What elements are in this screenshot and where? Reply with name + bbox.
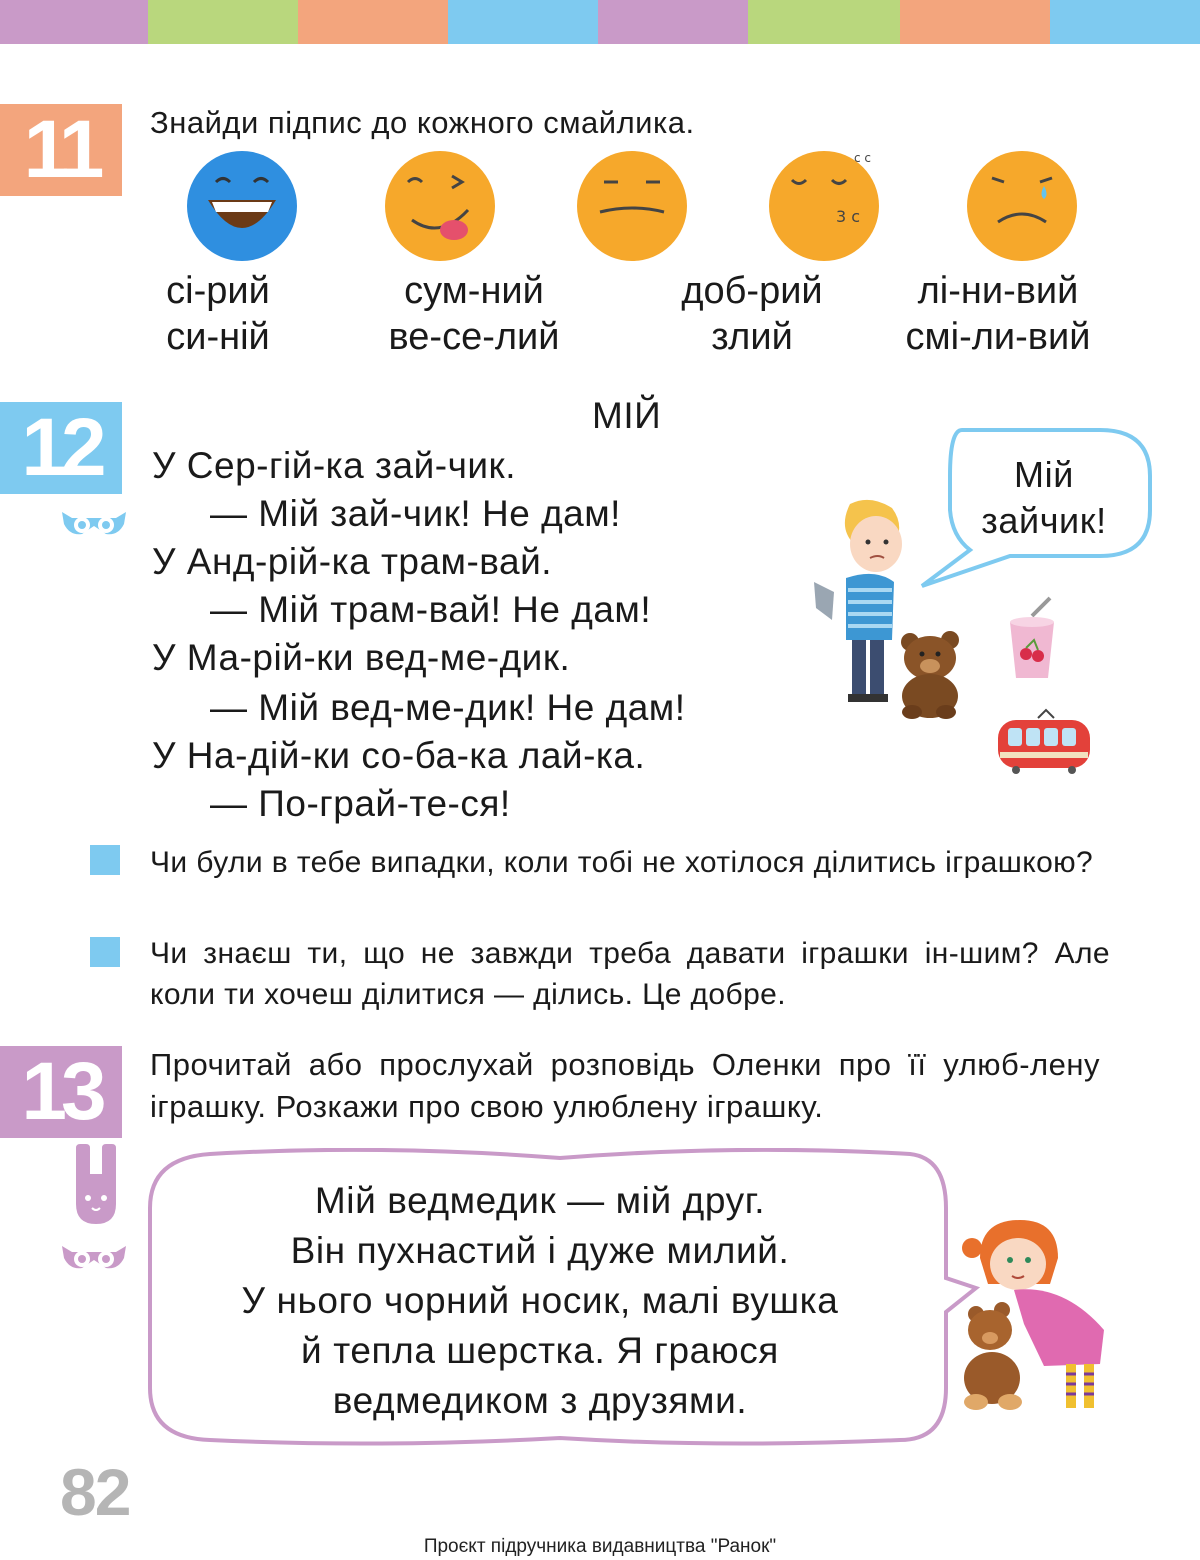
speech-line-2: зайчик! [981,500,1107,541]
tongue-out-face-icon [385,151,495,261]
stripe-8 [1050,0,1200,44]
word-pair-3 [632,268,872,360]
word-pair-2 [354,268,594,360]
task-13-instruction: Прочитай або прослухай розповідь Оленки про її улюб-лену іграшку. Розкажи про свою улюблену іграшку. [150,1047,1100,1124]
question-2: Чи знаєш ти, що не завжди треба давати іграшки ін-шим? Але коли ти хочеш ділитися — ділись. Це добре. [150,937,1110,1011]
task-11-number: 11 [0,104,122,196]
laughing-blue-face-icon [187,151,297,261]
task-13-number: 13 [0,1046,122,1138]
page-number: 82 [60,1455,130,1529]
word-top: доб-рий [681,270,823,312]
word-bottom: си-ній [166,316,270,358]
owl-eyes-icon [58,506,130,538]
svg-text:c c: c c [854,151,872,165]
word-pair-4 [878,268,1118,360]
story-text [160,1176,920,1426]
poem-line-2: — Мій зай-чик! Не дам! [210,493,621,534]
story-line-5: ведмедиком з друзями. [332,1380,748,1421]
speech-line-1: Мій [1014,454,1074,495]
poem-line-5: У Ма-рій-ки вед-ме-дик. [152,637,571,678]
stripe-1 [0,0,148,44]
word-bottom: ве-се-лий [388,316,560,358]
word-top: сі-рий [166,270,270,312]
girl-with-bear-illustration [954,1214,1114,1424]
question-bullet-2 [90,937,120,967]
teddy-bear-toy-illustration [894,630,970,720]
word-bottom: смі-ли-вий [905,316,1091,358]
poem-line-1: У Сер-гій-ка зай-чик. [152,445,516,486]
speech-bubble-text [956,452,1132,544]
smiley-row [180,148,1090,268]
stripe-3 [298,0,448,44]
story-line-1: Мій ведмедик — мій друг. [314,1180,766,1221]
stripe-7 [900,0,1050,44]
story-line-3: У нього чорний носик, малі вушка [241,1280,839,1321]
owl-eyes-icon [58,1240,130,1272]
word-bottom: злий [711,316,793,358]
stripe-5 [598,0,748,44]
stripe-6 [748,0,900,44]
poem-title: МІЙ [592,395,662,436]
poem-line-6: — Мій вед-ме-дик! Не дам! [210,687,686,728]
poem-line-8: — По-грай-те-ся! [210,783,511,824]
footer-note: Проєкт підручника видавництва "Ранок" [423,1536,777,1557]
bunny-ears-icon [72,1144,120,1226]
story-line-4: й тепла шерстка. Я граюся [301,1330,779,1371]
question-bullet-1 [90,845,120,875]
task-12-number: 12 [0,402,122,494]
poem-line-7: У На-дій-ки со-ба-ка лай-ка. [152,735,646,776]
stripe-4 [448,0,598,44]
question-1: Чи були в тебе випадки, коли тобі не хотілося ділитись іграшкою? [150,846,1094,879]
task-11-instruction: Знайди підпис до кожного смайлика. [150,105,695,140]
word-pair-1 [98,268,338,360]
sleepy-face-icon [769,151,879,261]
neutral-face-icon [577,151,687,261]
poem-line-4: — Мій трам-вай! Не дам! [210,589,652,630]
svg-text:3 c: 3 c [836,207,861,226]
word-top: сум-ний [404,270,544,312]
stripe-2 [148,0,298,44]
yogurt-cup-illustration [1002,596,1062,682]
tram-toy-illustration [994,708,1094,774]
word-top: лі-ни-вий [917,270,1079,312]
poem-line-3: У Анд-рій-ка трам-вай. [152,541,553,582]
sad-crying-face-icon [967,151,1077,261]
story-line-2: Він пухнастий і дуже милий. [290,1230,790,1271]
